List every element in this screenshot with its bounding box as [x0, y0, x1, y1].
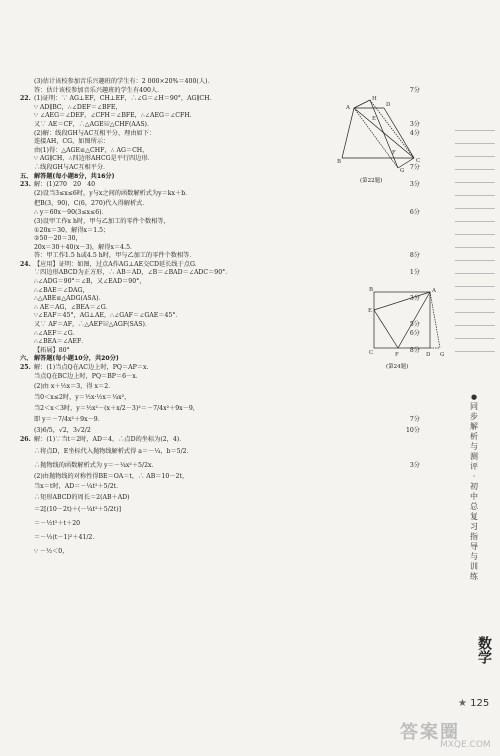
answer-text: ∵∠EAF＝45°，AG⊥AE，∴∠GAF＝∠GAE＝45°．: [34, 312, 182, 320]
svg-text:B: B: [369, 287, 374, 293]
svg-text:A: A: [346, 105, 350, 111]
answer-text: 【拓展】80°: [34, 346, 70, 354]
answer-line: [20, 373, 420, 382]
answer-text: 当点Q在BC边上时，PQ＝BP＝6－x．: [34, 372, 142, 380]
answer-text: ∴抛物线的函数解析式为 y＝－¼x²＋5/2x．: [34, 461, 158, 469]
answer-text: ∵ ∠AEG＝∠DEF，∠CFH＝∠BFE，∴∠AEG＝∠CFH．: [34, 112, 196, 120]
score-label: 7分: [409, 416, 420, 424]
answer-line: [20, 392, 420, 403]
svg-text:B: B: [337, 159, 342, 165]
answer-text: ＝2[(10－2t)＋(－¼t²＋5/2t)]: [34, 506, 122, 514]
answer-text: ∵ AG∥CH，∴四边形AHCG是平行四边形．: [34, 155, 154, 163]
answer-text: 即 y＝－7/4x²＋9x－9．: [34, 416, 104, 424]
answer-line: [20, 503, 420, 517]
answer-line: [20, 481, 420, 492]
answer-line: [20, 304, 420, 313]
answer-text: ∴矩形ABCD的周长＝2(AB＋AD): [34, 494, 130, 502]
answer-line: [20, 227, 420, 236]
answer-line: [20, 355, 420, 364]
answer-line: [20, 198, 420, 209]
answer-text: 20x＝30＋40(x－3)，解得x＝4.5．: [34, 243, 137, 251]
answer-text: 当x＝t时，AD＝－¼t²＋5/2t．: [34, 483, 123, 491]
answer-text: 解：(1)270 20 40: [34, 181, 96, 189]
answer-text: (3)设甲工作x h时，甲与乙加工的零件个数相等，: [34, 217, 170, 225]
score-label: 3分: [409, 181, 420, 189]
svg-text:F: F: [395, 352, 399, 358]
score-label: 4分: [409, 129, 420, 137]
svg-text:C: C: [416, 158, 421, 164]
svg-text:E: E: [368, 308, 373, 314]
answer-text: ∴线段GH与AC互相平分．: [34, 163, 110, 171]
answer-line: [20, 364, 420, 373]
answer-text: ∴∠AEF＝∠G．: [34, 329, 79, 337]
answer-text: ∴∠BEA＝∠AEF．: [34, 338, 88, 346]
answer-line: [20, 473, 420, 482]
sidebar-vertical-title: [468, 392, 480, 582]
answer-text: (3)估计该校参加音乐兴趣班的学生有：2 000×20%＝400(人)．: [34, 78, 214, 85]
sidebar-char: 总: [470, 502, 478, 511]
sidebar-char: 复: [470, 512, 478, 521]
answer-text: 【应用】证明：如图，过点A作AG⊥AE交CD延长线于点G．: [34, 260, 202, 268]
svg-text:E: E: [372, 116, 377, 122]
score-label: 8分: [409, 346, 420, 354]
bullet-icon: ●: [470, 393, 478, 401]
answer-line: [20, 492, 420, 503]
answer-text: 由(1)得：△AGE≌△CHF，∴ AG＝CH，: [34, 146, 149, 154]
answer-text: ＝－½(t－1)²＋41/2．: [34, 534, 99, 542]
sidebar-char: 指: [470, 532, 478, 541]
page-number: ★ 125: [458, 698, 490, 709]
score-label: 7分: [409, 163, 420, 171]
answer-line: [20, 414, 420, 425]
answer-line: [20, 545, 420, 559]
sidebar-char: 与: [470, 442, 478, 451]
section-heading: 解答题(每小题10分，共20分): [34, 355, 119, 363]
answer-text: 又∵ AE＝CF，∴△AGE≌△CHF(AAS)．: [34, 120, 154, 128]
sidebar-char: 解: [470, 422, 478, 431]
sidebar-char: 训: [470, 562, 478, 571]
answer-text: ∴ y＝60x－90(3≤x≤6)．: [34, 209, 108, 217]
sidebar-char: 评: [470, 462, 478, 471]
answer-line: [20, 531, 420, 545]
section-heading: 解答题(每小题8分，共16分): [34, 172, 115, 180]
question-number: 22.: [20, 95, 31, 103]
answer-text: 解：(1)∵当t＝2时，AD＝4，∴点D的坐标为(2，4)．: [34, 436, 186, 444]
answer-line: [20, 403, 420, 414]
answer-text: (2)设当3≤x≤6时，y与x之间的函数解析式为y＝kx＋b．: [34, 189, 192, 197]
answer-text: 答：甲工作1.5 h或4.5 h时，甲与乙加工的零件个数相等．: [34, 252, 196, 260]
figure-22: [332, 96, 436, 174]
sidebar-char: 中: [470, 492, 478, 501]
answer-text: ∵四边形ABCD为正方形，∴ AB＝AD，∠B＝∠BAD＝∠ADC＝90°．: [34, 269, 232, 277]
answer-line: [20, 295, 420, 304]
answer-line: [20, 425, 420, 436]
sidebar-char: 习: [470, 522, 478, 531]
answer-line: [20, 235, 420, 244]
score-label: 10分: [405, 427, 420, 435]
subject-label: 数学: [476, 636, 492, 664]
answer-line: [20, 78, 420, 87]
svg-text:D: D: [426, 352, 431, 358]
answer-text: (2)解：线段GH与AC互相平分，理由如下：: [34, 129, 156, 137]
svg-text:G: G: [400, 168, 405, 174]
answer-text: (2)由 x＋½x＝3，得 x＝2．: [34, 383, 115, 391]
answer-text: ∵ AD∥BC，∴∠DEF＝∠BFE，: [34, 103, 122, 111]
figure-22-caption: (第22题): [360, 178, 383, 184]
answer-line: [20, 338, 420, 347]
sidebar-char: 测: [470, 452, 478, 461]
answer-line: [20, 190, 420, 199]
star-icon: ★: [458, 698, 467, 709]
svg-text:G: G: [440, 352, 445, 358]
answer-text: (2)由抛物线的对称性得BE＝OA＝t，∴ AB＝10－2t，: [34, 472, 189, 480]
score-label: 1分: [409, 269, 420, 277]
sidebar-char: 同: [470, 402, 478, 411]
answer-text: ∴∠ADG＝90°＝∠B，又∠EAD＝90°，: [34, 278, 146, 286]
svg-text:H: H: [372, 96, 377, 102]
answer-text: ∴将点D，E坐标代入抛物线解析式得 a＝－¼，b＝5/2．: [34, 447, 193, 455]
score-label: 8分: [409, 252, 420, 260]
answer-line: [20, 436, 420, 445]
answer-text: (1)证明：∵ AG⊥EF，CH⊥EF，∴∠G＝∠H＝90°，AG∥CH．: [34, 95, 216, 103]
answer-text: 又∵ AF＝AF，∴△AEF≌△AGF(SAS)．: [34, 321, 152, 329]
sidebar-char: 析: [470, 432, 478, 441]
answer-line: [20, 287, 420, 296]
watermark: 答案圈 MXQE.COM: [400, 722, 491, 750]
sidebar-char: 步: [470, 412, 478, 421]
question-number: 六、: [20, 355, 33, 363]
sidebar-rules: [455, 130, 495, 364]
answer-line: [20, 517, 420, 531]
answer-line: [20, 381, 420, 392]
answer-line: [20, 269, 420, 278]
svg-text:F: F: [392, 150, 396, 156]
answer-line: [20, 209, 420, 218]
answer-line: [20, 87, 420, 96]
answer-line: [20, 312, 420, 321]
answer-line: [20, 459, 420, 473]
sidebar-char: 导: [470, 542, 478, 551]
sidebar-char: 初: [470, 482, 478, 491]
question-number: 26.: [20, 436, 31, 444]
answer-text: 答：估计该校参加音乐兴趣班的学生有400人．: [34, 86, 164, 94]
answer-text: ∴△ABE≌△ADG(ASA)．: [34, 295, 105, 303]
question-number: 24.: [20, 260, 31, 268]
question-number: 25.: [20, 364, 31, 371]
figure-24-caption: (第24题): [386, 364, 409, 370]
answer-line: [20, 218, 420, 227]
answer-text: ②50－20＝30，: [34, 235, 82, 243]
answer-text: ＝－½t²＋t＋20: [34, 520, 81, 528]
answer-line: [20, 330, 420, 339]
score-label: 6分: [409, 209, 420, 217]
sidebar-char: ·: [472, 472, 476, 481]
score-label: 3分: [408, 459, 420, 473]
answer-text: ∴∠BAE＝∠DAG，: [34, 286, 89, 294]
score-label: 3分: [409, 295, 420, 303]
question-number: 五、: [20, 172, 33, 180]
score-label: 6分: [409, 329, 420, 337]
question-number: 23.: [20, 181, 31, 189]
answer-text: 解：(1)当点Q在AC边上时，PQ＝AP＝x．: [34, 364, 153, 371]
sidebar-char: 练: [470, 572, 478, 581]
answer-text: 连接AH，CG，如图所示：: [34, 138, 110, 146]
score-label: 3分: [409, 120, 420, 128]
answer-line: [20, 252, 420, 261]
answer-text: 当2＜x＜3时，y＝½x²－(x＋x/2－3)²＝－7/4x²＋9x－9，: [34, 405, 199, 413]
svg-text:C: C: [369, 350, 374, 356]
answer-text: 当0＜x≤2时，y＝½x·½x＝¼x²，: [34, 394, 131, 402]
answer-text: ∴ AE＝AG，∠BEA＝∠G．: [34, 303, 112, 311]
answer-line: [20, 278, 420, 287]
svg-text:A: A: [432, 288, 436, 294]
figure-24: [368, 286, 448, 358]
score-label: 5分: [409, 321, 420, 329]
answer-text: (3)6/5，√2，3√2/2: [34, 427, 91, 435]
answer-line: [20, 445, 420, 459]
answer-line: [20, 321, 420, 330]
answer-text: 把B(3，90)，C(6，270)代入得解析式．: [34, 200, 149, 208]
answer-text: ∵ －½＜0，: [34, 548, 69, 556]
svg-text:D: D: [386, 102, 391, 108]
answer-text: ①20x＝30，解得x＝1.5；: [34, 226, 110, 234]
score-label: 7分: [409, 86, 420, 94]
sidebar-char: 与: [470, 552, 478, 561]
answer-line: [20, 244, 420, 253]
